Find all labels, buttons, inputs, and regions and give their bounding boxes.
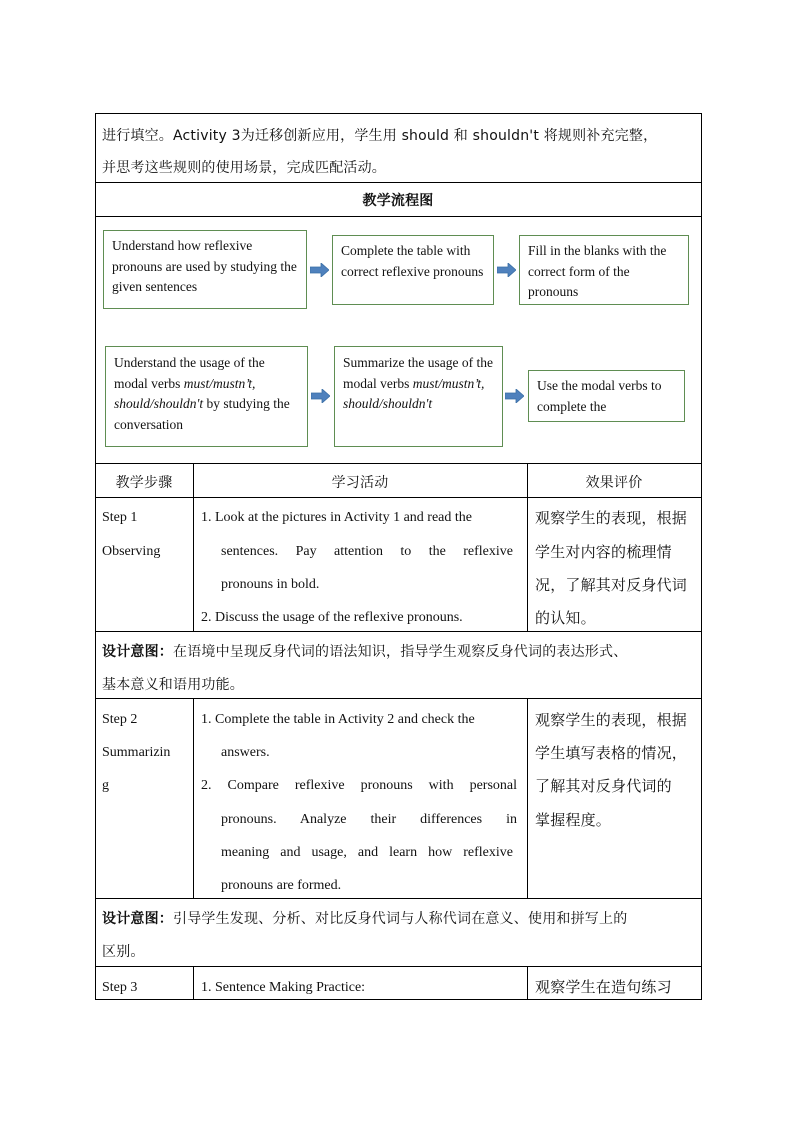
step-1-activity-2: 2. Discuss the usage of the reflexive pronouns. — [201, 610, 463, 625]
step-2-activity-2-cont: pronouns. Analyze their differences in — [221, 812, 517, 827]
step-2-activity-1-cont: answers. — [221, 745, 270, 760]
flow-arrow-icon — [505, 389, 524, 403]
table-bottom-border — [95, 999, 702, 1000]
step-2-eval-line: 掌握程度。 — [535, 811, 612, 829]
step-2-eval-line: 了解其对反身代词的 — [535, 777, 672, 795]
flow-box-understand-reflexive: Understand how reflexive pronouns are used by studying the given sentences — [103, 230, 307, 309]
step-1-eval-line: 学生对内容的梳理情 — [535, 543, 672, 561]
step-2-activity-2: 2. Compare reflexive pronouns with personal — [201, 778, 517, 793]
step-2-activity-2-end: pronouns are formed. — [221, 878, 342, 893]
flow-box-understand-modal: Understand the usage of the modal verbs must/mustn’t, should/shouldn't by studying the conversation — [105, 346, 308, 447]
step-2-activity-1: 1. Complete the table in Activity 2 and check the — [201, 712, 475, 727]
step-1-eval-line: 况，了解其对反身代词 — [535, 576, 688, 594]
header-teaching-steps: 教学步骤 — [115, 475, 173, 491]
flowchart-title: 教学流程图 — [362, 193, 434, 209]
design-intent-1: 设计意图：在语境中呈现反身代词的语法知识，指导学生观察反身代词的表达形式、 — [102, 644, 628, 660]
table-top-border — [95, 113, 701, 114]
header-evaluation: 效果评价 — [585, 475, 643, 491]
step-3-eval-line: 观察学生在造句练习 — [535, 978, 672, 996]
flow-box-use-modal: Use the modal verbs to complete the — [528, 370, 685, 422]
design-intent-1-cont: 基本意义和语用功能。 — [102, 677, 244, 693]
intro-line-2: 并思考这些规则的使用场景，完成匹配活动。 — [102, 160, 386, 176]
flow-box-summarize-modal: Summarize the usage of the modal verbs must/mustn’t, should/shouldn't — [334, 346, 503, 447]
design-intent-2-cont: 区别。 — [102, 944, 145, 960]
flow-box-fill-blanks: Fill in the blanks with the correct form of the pronouns — [519, 235, 689, 305]
design-intent-2: 设计意图：引导学生发现、分析、对比反身代词与人称代词在意义、使用和拼写上的 — [102, 911, 628, 927]
step-1-eval-line: 的认知。 — [535, 609, 596, 627]
step-1-name: Observing — [102, 544, 161, 559]
intro-line-1: 进行填空。Activity 3为迁移创新应用，学生用 should 和 shouldn't 将规则补充完整， — [102, 128, 658, 144]
header-learning-activities: 学习活动 — [331, 475, 389, 491]
flow-arrow-icon — [311, 389, 330, 403]
step-2-name-cont: g — [102, 778, 109, 793]
step-2-label: Step 2 — [102, 712, 138, 727]
flow-arrow-icon — [310, 263, 329, 277]
step-1-eval-line: 观察学生的表现，根据 — [535, 509, 688, 527]
step-1-label: Step 1 — [102, 510, 138, 525]
step-2-name: Summarizin — [102, 745, 171, 760]
step-3-label: Step 3 — [102, 980, 138, 995]
step-3-activity-1: 1. Sentence Making Practice: — [201, 980, 366, 995]
table-left-border — [95, 113, 96, 999]
step-1-activity-1-cont: sentences. Pay attention to the reflexive — [221, 544, 513, 559]
step-1-activity-1-end: pronouns in bold. — [221, 577, 320, 592]
step-2-eval-line: 观察学生的表现，根据 — [535, 711, 688, 729]
step-2-eval-line: 学生填写表格的情况， — [535, 744, 688, 762]
flow-box-complete-table: Complete the table with correct reflexive pronouns — [332, 235, 494, 305]
flow-arrow-icon — [497, 263, 516, 277]
step-1-activity-1: 1. Look at the pictures in Activity 1 and read the — [201, 510, 472, 525]
table-right-border — [701, 113, 702, 999]
step-2-activity-2-cont: meaning and usage, and learn how reflexive — [221, 845, 513, 860]
